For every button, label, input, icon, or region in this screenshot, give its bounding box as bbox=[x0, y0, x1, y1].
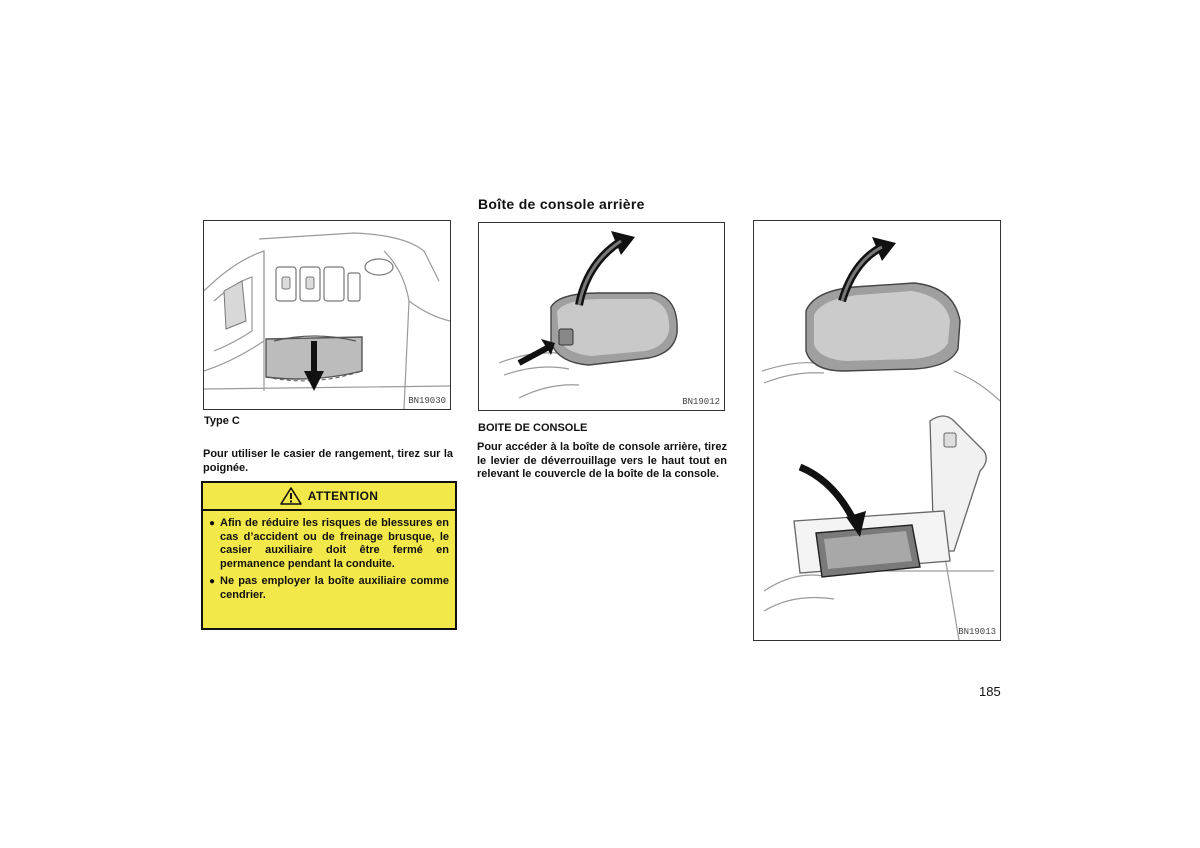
console-instruction: Pour accéder à la boîte de console arrière, tirez le levier de déverrouillage vers le haut tout en relevant le couvercle de la boîte de la console. bbox=[477, 441, 727, 480]
section-title: Boîte de console arrière bbox=[478, 196, 645, 212]
storage-instruction: Pour utiliser le casier de rangement, tirez sur la poignée. bbox=[203, 448, 453, 474]
figure-caption: Type C bbox=[204, 415, 240, 427]
figure-code: BN19012 bbox=[682, 397, 720, 407]
bullet-icon: ● bbox=[209, 518, 216, 529]
figure-storage-pocket bbox=[203, 220, 451, 410]
caution-item-text: Afin de réduire les risques de blessures en cas d’accident ou de freinage brusque, le casier auxiliaire doit être fermé en permanence pendant la conduite. bbox=[220, 517, 449, 570]
console-open-illustration bbox=[754, 221, 1000, 640]
figure-code: BN19030 bbox=[408, 396, 446, 406]
caution-item-text: Ne pas employer la boîte auxiliaire comme cendrier. bbox=[220, 575, 449, 601]
caution-item bbox=[209, 517, 449, 571]
warning-triangle-icon bbox=[280, 487, 302, 505]
figure-code: BN19013 bbox=[958, 627, 996, 637]
bullet-icon: ● bbox=[209, 576, 216, 587]
figure-caption: BOITE DE CONSOLE bbox=[478, 422, 588, 434]
storage-pocket-illustration bbox=[204, 221, 450, 409]
figure-console-open bbox=[753, 220, 1001, 641]
caution-box bbox=[201, 481, 457, 630]
caution-item bbox=[209, 575, 449, 602]
page-number: 185 bbox=[979, 684, 1001, 699]
caution-label: ATTENTION bbox=[307, 489, 379, 503]
figure-console-box bbox=[478, 222, 725, 411]
console-box-illustration bbox=[479, 223, 724, 410]
caution-list bbox=[203, 511, 455, 610]
caution-header bbox=[203, 483, 455, 511]
